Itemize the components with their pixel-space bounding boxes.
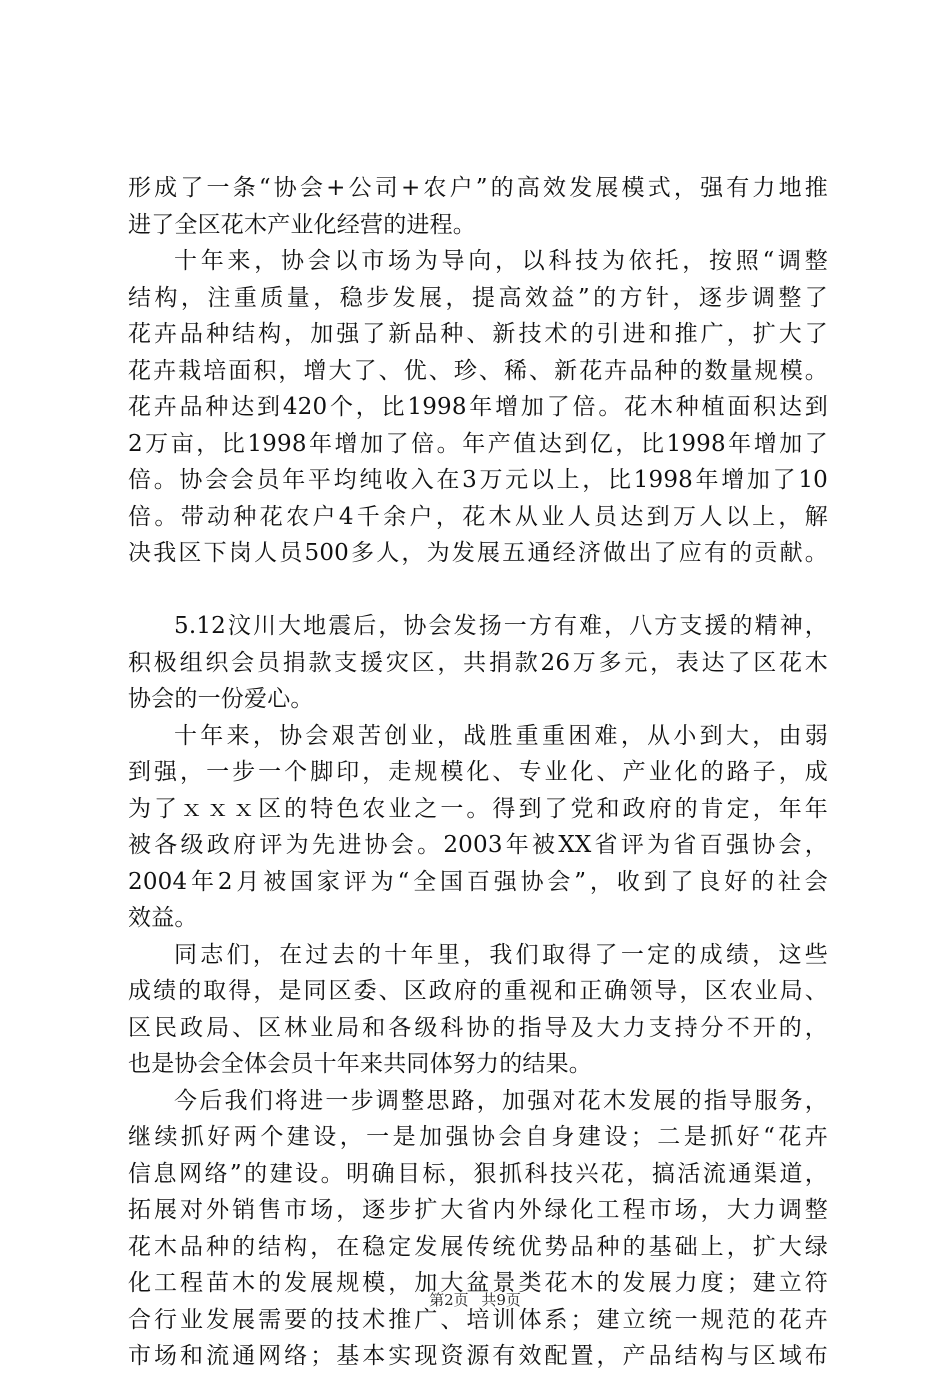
text-line: 拓展对外销售市场，逐步扩大省内外绿化工程市场，大力调整 [128, 1197, 828, 1223]
text-line: 积极组织会员捐款支援灾区，共捐款26万多元，表达了区花木 [128, 649, 828, 676]
text-line: 今后我们将进一步调整思路，加强对花木发展的指导服务， [174, 1087, 828, 1114]
text-line: 继续抓好两个建设，一是加强协会自身建设；二是抓好“花卉 [128, 1124, 828, 1150]
text-line: 5.12汶川大地震后，协会发扬一方有难，八方支援的精神， [174, 613, 828, 639]
text-line: 十年来，协会艰苦创业，战胜重重困难，从小到大，由弱 [174, 722, 828, 749]
page-total: 共9页 [481, 1291, 521, 1309]
text-line: 十年来，协会以市场为导向，以科技为依托，按照“调整 [174, 248, 828, 274]
text-line: 倍。带动种花农户4千余户，花木从业人员达到万人以上，解 [128, 503, 828, 530]
text-line: 为了ｘｘｘ区的特色农业之一。得到了党和政府的肯定，年年 [128, 795, 828, 822]
document-body [128, 170, 828, 1375]
text-line: 被各级政府评为先进协会。2003年被XX省评为省百强协会， [128, 832, 828, 858]
text-line: 决我区下岗人员500多人，为发展五通经济做出了应有的贡献。 [128, 540, 828, 566]
text-line: 效益。 [128, 905, 198, 931]
text-line: 同志们，在过去的十年里，我们取得了一定的成绩，这些 [174, 941, 828, 968]
page-footer [0, 1290, 950, 1310]
text-line: 协会的一份爱心。 [128, 686, 314, 712]
text-line: 合行业发展需要的技术推广、培训体系；建立统一规范的花卉 [128, 1306, 828, 1333]
paragraph-gap [128, 572, 828, 609]
text-line: 进了全区花木产业化经营的进程。 [128, 211, 476, 238]
text-line: 也是协会全体会员十年来共同体努力的结果。 [128, 1051, 592, 1077]
text-line: 形成了一条“协会+公司+农户”的高效发展模式，强有力地推 [128, 175, 828, 201]
text-line: 花木品种的结构，在稳定发展传统优势品种的基础上，扩大绿 [128, 1233, 828, 1260]
text-line: 花卉品种达到420个，比1998年增加了倍。花木种植面积达到 [128, 394, 828, 420]
text-line: 到强，一步一个脚印，走规模化、专业化、产业化的路子，成 [128, 759, 828, 785]
text-line: 倍。协会会员年平均纯收入在3万元以上，比1998年增加了10 [128, 467, 828, 493]
text-line: 信息网络”的建设。明确目标，狠抓科技兴花，搞活流通渠道， [128, 1160, 828, 1187]
text-line: 花卉栽培面积，增大了、优、珍、稀、新花卉品种的数量规模。 [128, 357, 828, 384]
text-line: 结构，注重质量，稳步发展，提高效益”的方针，逐步调整了 [128, 284, 828, 311]
text-line: 区民政局、区林业局和各级科协的指导及大力支持分不开的， [128, 1014, 828, 1041]
text-line: 成绩的取得，是同区委、区政府的重视和正确领导，区农业局、 [128, 978, 828, 1004]
page-number: 第2页 [429, 1291, 469, 1309]
text-line: 市场和流通网络；基本实现资源有效配置，产品结构与区域布 [128, 1343, 828, 1369]
text-line: 2万亩，比1998年增加了倍。年产值达到亿，比1998年增加了 [128, 430, 828, 457]
text-line: 化工程苗木的发展规模，加大盆景类花木的发展力度；建立符 [128, 1270, 828, 1296]
text-line: 花卉品种结构，加强了新品种、新技术的引进和推广，扩大了 [128, 321, 828, 347]
text-line: 2004年2月被国家评为“全国百强协会”，收到了良好的社会 [128, 868, 828, 895]
